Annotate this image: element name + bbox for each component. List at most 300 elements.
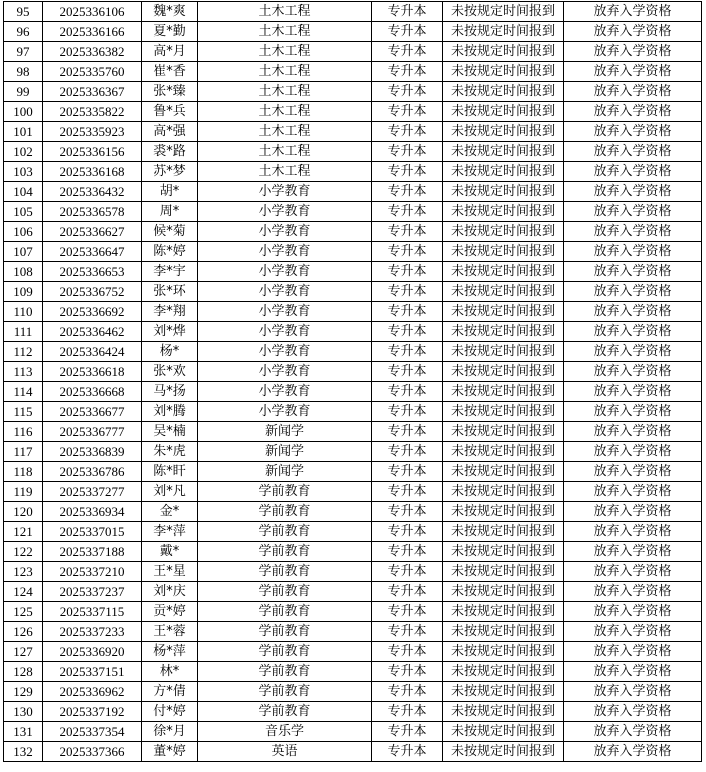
table-row bbox=[4, 342, 702, 362]
table-row bbox=[4, 502, 702, 522]
education-level-cell: 专升本 bbox=[372, 622, 443, 642]
student-name-cell: 胡* bbox=[142, 182, 198, 202]
major-cell: 小学教育 bbox=[198, 182, 372, 202]
education-level-cell: 专升本 bbox=[372, 382, 443, 402]
education-level-cell: 专升本 bbox=[372, 542, 443, 562]
major-cell: 小学教育 bbox=[198, 282, 372, 302]
serial-number-cell: 122 bbox=[4, 542, 43, 562]
education-level-cell: 专升本 bbox=[372, 202, 443, 222]
result-cell: 放弃入学资格 bbox=[564, 322, 702, 342]
student-name-cell: 朱*虎 bbox=[142, 442, 198, 462]
student-id-cell: 2025337188 bbox=[43, 542, 142, 562]
major-cell: 新闻学 bbox=[198, 442, 372, 462]
result-cell: 放弃入学资格 bbox=[564, 682, 702, 702]
table-row bbox=[4, 362, 702, 382]
major-cell: 学前教育 bbox=[198, 622, 372, 642]
education-level-cell: 专升本 bbox=[372, 322, 443, 342]
student-name-cell: 李*萍 bbox=[142, 522, 198, 542]
table-row bbox=[4, 42, 702, 62]
result-cell: 放弃入学资格 bbox=[564, 282, 702, 302]
result-cell: 放弃入学资格 bbox=[564, 642, 702, 662]
education-level-cell: 专升本 bbox=[372, 82, 443, 102]
result-cell: 放弃入学资格 bbox=[564, 122, 702, 142]
student-id-cell: 2025336668 bbox=[43, 382, 142, 402]
student-name-cell: 张*欢 bbox=[142, 362, 198, 382]
result-cell: 放弃入学资格 bbox=[564, 482, 702, 502]
education-level-cell: 专升本 bbox=[372, 482, 443, 502]
major-cell: 学前教育 bbox=[198, 522, 372, 542]
table-row bbox=[4, 562, 702, 582]
education-level-cell: 专升本 bbox=[372, 302, 443, 322]
student-id-cell: 2025337115 bbox=[43, 602, 142, 622]
result-cell: 放弃入学资格 bbox=[564, 562, 702, 582]
serial-number-cell: 132 bbox=[4, 742, 43, 762]
table-row bbox=[4, 2, 702, 22]
table-row bbox=[4, 262, 702, 282]
student-id-cell: 2025336382 bbox=[43, 42, 142, 62]
result-cell: 放弃入学资格 bbox=[564, 62, 702, 82]
student-name-cell: 候*菊 bbox=[142, 222, 198, 242]
serial-number-cell: 104 bbox=[4, 182, 43, 202]
reason-cell: 未按规定时间报到 bbox=[443, 302, 564, 322]
table-row bbox=[4, 442, 702, 462]
roster-table-body bbox=[4, 2, 702, 762]
table-row bbox=[4, 302, 702, 322]
serial-number-cell: 96 bbox=[4, 22, 43, 42]
serial-number-cell: 112 bbox=[4, 342, 43, 362]
serial-number-cell: 98 bbox=[4, 62, 43, 82]
reason-cell: 未按规定时间报到 bbox=[443, 662, 564, 682]
major-cell: 小学教育 bbox=[198, 262, 372, 282]
serial-number-cell: 103 bbox=[4, 162, 43, 182]
student-name-cell: 林* bbox=[142, 662, 198, 682]
result-cell: 放弃入学资格 bbox=[564, 542, 702, 562]
education-level-cell: 专升本 bbox=[372, 462, 443, 482]
result-cell: 放弃入学资格 bbox=[564, 262, 702, 282]
student-name-cell: 刘*庆 bbox=[142, 582, 198, 602]
result-cell: 放弃入学资格 bbox=[564, 102, 702, 122]
major-cell: 新闻学 bbox=[198, 422, 372, 442]
student-id-cell: 2025336432 bbox=[43, 182, 142, 202]
reason-cell: 未按规定时间报到 bbox=[443, 182, 564, 202]
major-cell: 新闻学 bbox=[198, 462, 372, 482]
serial-number-cell: 124 bbox=[4, 582, 43, 602]
reason-cell: 未按规定时间报到 bbox=[443, 382, 564, 402]
education-level-cell: 专升本 bbox=[372, 142, 443, 162]
student-id-cell: 2025336677 bbox=[43, 402, 142, 422]
table-row bbox=[4, 702, 702, 722]
table-row bbox=[4, 742, 702, 762]
major-cell: 学前教育 bbox=[198, 582, 372, 602]
student-name-cell: 周* bbox=[142, 202, 198, 222]
result-cell: 放弃入学资格 bbox=[564, 442, 702, 462]
major-cell: 小学教育 bbox=[198, 342, 372, 362]
result-cell: 放弃入学资格 bbox=[564, 722, 702, 742]
table-row bbox=[4, 662, 702, 682]
student-id-cell: 2025336168 bbox=[43, 162, 142, 182]
education-level-cell: 专升本 bbox=[372, 222, 443, 242]
student-name-cell: 吴*楠 bbox=[142, 422, 198, 442]
education-level-cell: 专升本 bbox=[372, 2, 443, 22]
reason-cell: 未按规定时间报到 bbox=[443, 402, 564, 422]
reason-cell: 未按规定时间报到 bbox=[443, 102, 564, 122]
roster-table bbox=[3, 1, 702, 762]
education-level-cell: 专升本 bbox=[372, 102, 443, 122]
major-cell: 小学教育 bbox=[198, 222, 372, 242]
result-cell: 放弃入学资格 bbox=[564, 42, 702, 62]
table-row bbox=[4, 462, 702, 482]
result-cell: 放弃入学资格 bbox=[564, 2, 702, 22]
result-cell: 放弃入学资格 bbox=[564, 422, 702, 442]
reason-cell: 未按规定时间报到 bbox=[443, 42, 564, 62]
reason-cell: 未按规定时间报到 bbox=[443, 142, 564, 162]
education-level-cell: 专升本 bbox=[372, 342, 443, 362]
serial-number-cell: 95 bbox=[4, 2, 43, 22]
major-cell: 小学教育 bbox=[198, 242, 372, 262]
serial-number-cell: 105 bbox=[4, 202, 43, 222]
serial-number-cell: 99 bbox=[4, 82, 43, 102]
table-row bbox=[4, 62, 702, 82]
serial-number-cell: 119 bbox=[4, 482, 43, 502]
student-name-cell: 杨*萍 bbox=[142, 642, 198, 662]
reason-cell: 未按规定时间报到 bbox=[443, 542, 564, 562]
reason-cell: 未按规定时间报到 bbox=[443, 442, 564, 462]
serial-number-cell: 125 bbox=[4, 602, 43, 622]
education-level-cell: 专升本 bbox=[372, 362, 443, 382]
student-name-cell: 苏*梦 bbox=[142, 162, 198, 182]
major-cell: 土木工程 bbox=[198, 2, 372, 22]
reason-cell: 未按规定时间报到 bbox=[443, 742, 564, 762]
result-cell: 放弃入学资格 bbox=[564, 742, 702, 762]
student-id-cell: 2025336424 bbox=[43, 342, 142, 362]
student-name-cell: 夏*勤 bbox=[142, 22, 198, 42]
result-cell: 放弃入学资格 bbox=[564, 362, 702, 382]
education-level-cell: 专升本 bbox=[372, 682, 443, 702]
table-row bbox=[4, 22, 702, 42]
student-name-cell: 刘*烨 bbox=[142, 322, 198, 342]
serial-number-cell: 129 bbox=[4, 682, 43, 702]
student-id-cell: 2025336166 bbox=[43, 22, 142, 42]
major-cell: 学前教育 bbox=[198, 482, 372, 502]
serial-number-cell: 131 bbox=[4, 722, 43, 742]
serial-number-cell: 116 bbox=[4, 422, 43, 442]
result-cell: 放弃入学资格 bbox=[564, 502, 702, 522]
result-cell: 放弃入学资格 bbox=[564, 182, 702, 202]
student-id-cell: 2025336578 bbox=[43, 202, 142, 222]
result-cell: 放弃入学资格 bbox=[564, 602, 702, 622]
table-row bbox=[4, 582, 702, 602]
serial-number-cell: 100 bbox=[4, 102, 43, 122]
student-id-cell: 2025336156 bbox=[43, 142, 142, 162]
reason-cell: 未按规定时间报到 bbox=[443, 342, 564, 362]
result-cell: 放弃入学资格 bbox=[564, 382, 702, 402]
student-name-cell: 陈*婷 bbox=[142, 242, 198, 262]
major-cell: 学前教育 bbox=[198, 642, 372, 662]
reason-cell: 未按规定时间报到 bbox=[443, 522, 564, 542]
result-cell: 放弃入学资格 bbox=[564, 662, 702, 682]
result-cell: 放弃入学资格 bbox=[564, 302, 702, 322]
major-cell: 音乐学 bbox=[198, 722, 372, 742]
education-level-cell: 专升本 bbox=[372, 402, 443, 422]
reason-cell: 未按规定时间报到 bbox=[443, 242, 564, 262]
student-id-cell: 2025336962 bbox=[43, 682, 142, 702]
reason-cell: 未按规定时间报到 bbox=[443, 362, 564, 382]
education-level-cell: 专升本 bbox=[372, 522, 443, 542]
serial-number-cell: 121 bbox=[4, 522, 43, 542]
major-cell: 学前教育 bbox=[198, 562, 372, 582]
serial-number-cell: 128 bbox=[4, 662, 43, 682]
serial-number-cell: 107 bbox=[4, 242, 43, 262]
student-name-cell: 张*环 bbox=[142, 282, 198, 302]
table-row bbox=[4, 282, 702, 302]
serial-number-cell: 106 bbox=[4, 222, 43, 242]
reason-cell: 未按规定时间报到 bbox=[443, 282, 564, 302]
result-cell: 放弃入学资格 bbox=[564, 402, 702, 422]
student-id-cell: 2025336777 bbox=[43, 422, 142, 442]
table-row bbox=[4, 122, 702, 142]
result-cell: 放弃入学资格 bbox=[564, 582, 702, 602]
education-level-cell: 专升本 bbox=[372, 122, 443, 142]
student-name-cell: 贡*婷 bbox=[142, 602, 198, 622]
major-cell: 土木工程 bbox=[198, 142, 372, 162]
major-cell: 土木工程 bbox=[198, 122, 372, 142]
student-id-cell: 2025336367 bbox=[43, 82, 142, 102]
result-cell: 放弃入学资格 bbox=[564, 222, 702, 242]
student-name-cell: 李*宇 bbox=[142, 262, 198, 282]
major-cell: 学前教育 bbox=[198, 682, 372, 702]
education-level-cell: 专升本 bbox=[372, 422, 443, 442]
table-row bbox=[4, 522, 702, 542]
serial-number-cell: 101 bbox=[4, 122, 43, 142]
table-row bbox=[4, 202, 702, 222]
serial-number-cell: 102 bbox=[4, 142, 43, 162]
reason-cell: 未按规定时间报到 bbox=[443, 62, 564, 82]
reason-cell: 未按规定时间报到 bbox=[443, 422, 564, 442]
student-id-cell: 2025337237 bbox=[43, 582, 142, 602]
result-cell: 放弃入学资格 bbox=[564, 242, 702, 262]
result-cell: 放弃入学资格 bbox=[564, 22, 702, 42]
student-id-cell: 2025336920 bbox=[43, 642, 142, 662]
reason-cell: 未按规定时间报到 bbox=[443, 322, 564, 342]
table-row bbox=[4, 102, 702, 122]
reason-cell: 未按规定时间报到 bbox=[443, 22, 564, 42]
serial-number-cell: 115 bbox=[4, 402, 43, 422]
result-cell: 放弃入学资格 bbox=[564, 522, 702, 542]
student-id-cell: 2025335822 bbox=[43, 102, 142, 122]
table-row bbox=[4, 622, 702, 642]
student-name-cell: 杨* bbox=[142, 342, 198, 362]
education-level-cell: 专升本 bbox=[372, 642, 443, 662]
student-name-cell: 戴* bbox=[142, 542, 198, 562]
student-name-cell: 刘*腾 bbox=[142, 402, 198, 422]
student-name-cell: 刘*凡 bbox=[142, 482, 198, 502]
student-id-cell: 2025336647 bbox=[43, 242, 142, 262]
education-level-cell: 专升本 bbox=[372, 742, 443, 762]
reason-cell: 未按规定时间报到 bbox=[443, 262, 564, 282]
major-cell: 学前教育 bbox=[198, 502, 372, 522]
reason-cell: 未按规定时间报到 bbox=[443, 582, 564, 602]
table-row bbox=[4, 682, 702, 702]
student-id-cell: 2025337354 bbox=[43, 722, 142, 742]
student-name-cell: 徐*月 bbox=[142, 722, 198, 742]
education-level-cell: 专升本 bbox=[372, 242, 443, 262]
student-name-cell: 魏*爽 bbox=[142, 2, 198, 22]
student-id-cell: 2025335923 bbox=[43, 122, 142, 142]
table-row bbox=[4, 222, 702, 242]
major-cell: 小学教育 bbox=[198, 362, 372, 382]
result-cell: 放弃入学资格 bbox=[564, 142, 702, 162]
education-level-cell: 专升本 bbox=[372, 182, 443, 202]
serial-number-cell: 127 bbox=[4, 642, 43, 662]
student-name-cell: 高*强 bbox=[142, 122, 198, 142]
table-row bbox=[4, 402, 702, 422]
result-cell: 放弃入学资格 bbox=[564, 462, 702, 482]
reason-cell: 未按规定时间报到 bbox=[443, 602, 564, 622]
reason-cell: 未按规定时间报到 bbox=[443, 122, 564, 142]
major-cell: 学前教育 bbox=[198, 542, 372, 562]
serial-number-cell: 130 bbox=[4, 702, 43, 722]
reason-cell: 未按规定时间报到 bbox=[443, 502, 564, 522]
result-cell: 放弃入学资格 bbox=[564, 622, 702, 642]
result-cell: 放弃入学资格 bbox=[564, 202, 702, 222]
major-cell: 学前教育 bbox=[198, 662, 372, 682]
table-row bbox=[4, 422, 702, 442]
student-id-cell: 2025337151 bbox=[43, 662, 142, 682]
education-level-cell: 专升本 bbox=[372, 662, 443, 682]
student-id-cell: 2025336692 bbox=[43, 302, 142, 322]
education-level-cell: 专升本 bbox=[372, 702, 443, 722]
reason-cell: 未按规定时间报到 bbox=[443, 202, 564, 222]
education-level-cell: 专升本 bbox=[372, 62, 443, 82]
table-row bbox=[4, 722, 702, 742]
student-id-cell: 2025335760 bbox=[43, 62, 142, 82]
result-cell: 放弃入学资格 bbox=[564, 162, 702, 182]
major-cell: 小学教育 bbox=[198, 302, 372, 322]
student-name-cell: 李*翔 bbox=[142, 302, 198, 322]
student-id-cell: 2025336839 bbox=[43, 442, 142, 462]
education-level-cell: 专升本 bbox=[372, 282, 443, 302]
student-name-cell: 崔*香 bbox=[142, 62, 198, 82]
student-name-cell: 金* bbox=[142, 502, 198, 522]
reason-cell: 未按规定时间报到 bbox=[443, 642, 564, 662]
student-name-cell: 董*婷 bbox=[142, 742, 198, 762]
reason-cell: 未按规定时间报到 bbox=[443, 162, 564, 182]
student-id-cell: 2025337233 bbox=[43, 622, 142, 642]
student-id-cell: 2025336627 bbox=[43, 222, 142, 242]
student-name-cell: 王*蓉 bbox=[142, 622, 198, 642]
student-id-cell: 2025337277 bbox=[43, 482, 142, 502]
student-id-cell: 2025336462 bbox=[43, 322, 142, 342]
education-level-cell: 专升本 bbox=[372, 162, 443, 182]
table-row bbox=[4, 542, 702, 562]
student-name-cell: 付*婷 bbox=[142, 702, 198, 722]
table-row bbox=[4, 482, 702, 502]
serial-number-cell: 118 bbox=[4, 462, 43, 482]
table-row bbox=[4, 322, 702, 342]
student-id-cell: 2025336786 bbox=[43, 462, 142, 482]
student-id-cell: 2025337366 bbox=[43, 742, 142, 762]
reason-cell: 未按规定时间报到 bbox=[443, 482, 564, 502]
table-row bbox=[4, 82, 702, 102]
major-cell: 土木工程 bbox=[198, 62, 372, 82]
roster-sheet bbox=[3, 1, 702, 762]
major-cell: 小学教育 bbox=[198, 322, 372, 342]
serial-number-cell: 113 bbox=[4, 362, 43, 382]
student-id-cell: 2025336618 bbox=[43, 362, 142, 382]
education-level-cell: 专升本 bbox=[372, 22, 443, 42]
student-name-cell: 鲁*兵 bbox=[142, 102, 198, 122]
result-cell: 放弃入学资格 bbox=[564, 82, 702, 102]
major-cell: 英语 bbox=[198, 742, 372, 762]
student-name-cell: 张*臻 bbox=[142, 82, 198, 102]
reason-cell: 未按规定时间报到 bbox=[443, 722, 564, 742]
student-name-cell: 方*倩 bbox=[142, 682, 198, 702]
reason-cell: 未按规定时间报到 bbox=[443, 562, 564, 582]
education-level-cell: 专升本 bbox=[372, 442, 443, 462]
education-level-cell: 专升本 bbox=[372, 262, 443, 282]
reason-cell: 未按规定时间报到 bbox=[443, 702, 564, 722]
major-cell: 小学教育 bbox=[198, 382, 372, 402]
reason-cell: 未按规定时间报到 bbox=[443, 222, 564, 242]
reason-cell: 未按规定时间报到 bbox=[443, 462, 564, 482]
major-cell: 土木工程 bbox=[198, 102, 372, 122]
education-level-cell: 专升本 bbox=[372, 602, 443, 622]
student-name-cell: 陈*盰 bbox=[142, 462, 198, 482]
serial-number-cell: 117 bbox=[4, 442, 43, 462]
student-id-cell: 2025336653 bbox=[43, 262, 142, 282]
student-name-cell: 高*月 bbox=[142, 42, 198, 62]
serial-number-cell: 126 bbox=[4, 622, 43, 642]
serial-number-cell: 120 bbox=[4, 502, 43, 522]
student-name-cell: 马*扬 bbox=[142, 382, 198, 402]
reason-cell: 未按规定时间报到 bbox=[443, 682, 564, 702]
education-level-cell: 专升本 bbox=[372, 42, 443, 62]
major-cell: 土木工程 bbox=[198, 22, 372, 42]
student-id-cell: 2025336106 bbox=[43, 2, 142, 22]
serial-number-cell: 114 bbox=[4, 382, 43, 402]
table-row bbox=[4, 182, 702, 202]
result-cell: 放弃入学资格 bbox=[564, 702, 702, 722]
education-level-cell: 专升本 bbox=[372, 582, 443, 602]
serial-number-cell: 109 bbox=[4, 282, 43, 302]
major-cell: 土木工程 bbox=[198, 42, 372, 62]
reason-cell: 未按规定时间报到 bbox=[443, 2, 564, 22]
student-id-cell: 2025337210 bbox=[43, 562, 142, 582]
student-name-cell: 王*星 bbox=[142, 562, 198, 582]
serial-number-cell: 110 bbox=[4, 302, 43, 322]
serial-number-cell: 123 bbox=[4, 562, 43, 582]
student-id-cell: 2025336752 bbox=[43, 282, 142, 302]
major-cell: 土木工程 bbox=[198, 82, 372, 102]
education-level-cell: 专升本 bbox=[372, 562, 443, 582]
major-cell: 小学教育 bbox=[198, 202, 372, 222]
table-row bbox=[4, 242, 702, 262]
major-cell: 土木工程 bbox=[198, 162, 372, 182]
major-cell: 小学教育 bbox=[198, 402, 372, 422]
student-id-cell: 2025337015 bbox=[43, 522, 142, 542]
education-level-cell: 专升本 bbox=[372, 722, 443, 742]
table-row bbox=[4, 602, 702, 622]
student-id-cell: 2025337192 bbox=[43, 702, 142, 722]
reason-cell: 未按规定时间报到 bbox=[443, 622, 564, 642]
student-id-cell: 2025336934 bbox=[43, 502, 142, 522]
major-cell: 学前教育 bbox=[198, 702, 372, 722]
table-row bbox=[4, 642, 702, 662]
major-cell: 学前教育 bbox=[198, 602, 372, 622]
table-row bbox=[4, 162, 702, 182]
table-row bbox=[4, 382, 702, 402]
student-name-cell: 裘*路 bbox=[142, 142, 198, 162]
